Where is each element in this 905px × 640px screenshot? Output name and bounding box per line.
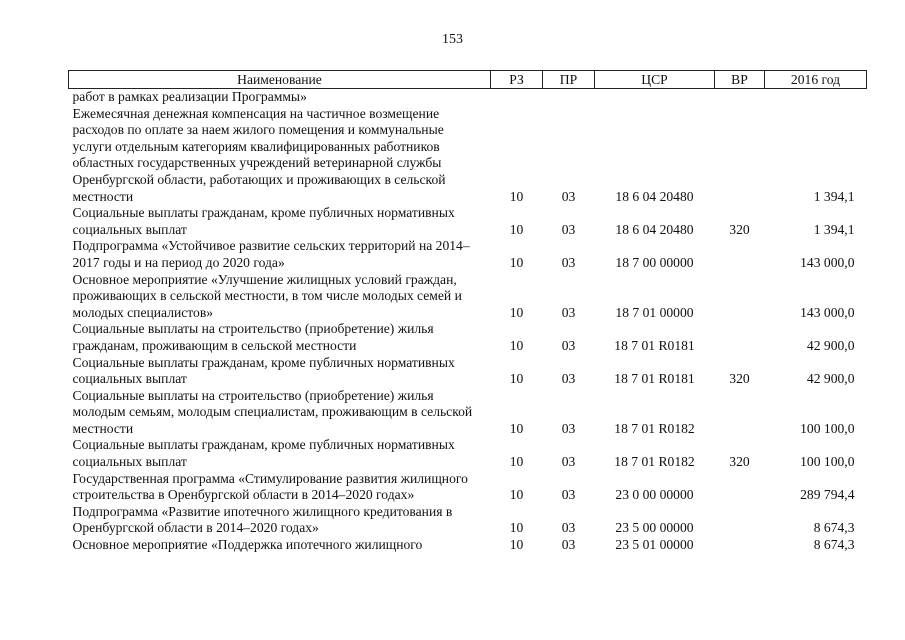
column-header-csr: ЦСР xyxy=(595,71,715,89)
row-name: Социальные выплаты гражданам, кроме публичных нормативных социальных выплат xyxy=(72,205,455,237)
row-name: Основное мероприятие «Поддержка ипотечного жилищного xyxy=(72,537,423,553)
table-row xyxy=(69,388,867,438)
row-amount: 100 100,0 xyxy=(800,420,855,436)
row-amount xyxy=(765,89,867,106)
row-name: Ежемесячная денежная компенсация на частичное возмещение расходов по оплате за наем жилого помещения и коммунальные услуги отдельным категориям квалифицированных работников областных государственных учреждений ветеринарной службы Оренбургской области, работающих и проживающих в сельской местности xyxy=(72,105,446,204)
row-rz xyxy=(491,89,543,106)
table-row xyxy=(69,106,867,206)
row-amount: 1 394,1 xyxy=(813,188,855,204)
row-csr: 18 7 01 R0181 xyxy=(614,337,695,353)
row-pr: 03 xyxy=(561,487,576,503)
row-csr xyxy=(595,89,715,106)
row-amount: 143 000,0 xyxy=(800,254,855,270)
row-vr xyxy=(715,238,765,271)
row-rz: 10 xyxy=(509,537,524,553)
table-row xyxy=(69,504,867,537)
row-vr xyxy=(715,471,765,504)
row-pr: 03 xyxy=(561,454,576,470)
table-body xyxy=(69,89,867,554)
budget-table xyxy=(68,70,867,554)
row-amount: 8 674,3 xyxy=(813,537,855,553)
row-name: Социальные выплаты гражданам, кроме публичных нормативных социальных выплат xyxy=(72,437,455,470)
row-pr: 03 xyxy=(561,221,576,237)
row-rz: 10 xyxy=(509,420,524,436)
row-amount: 42 900,0 xyxy=(806,371,855,387)
table-row xyxy=(69,355,867,388)
row-name: Социальные выплаты гражданам, кроме публичных нормативных социальных выплат xyxy=(72,354,455,387)
table-row xyxy=(69,89,867,106)
row-amount: 143 000,0 xyxy=(800,304,855,320)
row-pr xyxy=(543,89,595,106)
table-row xyxy=(69,205,867,238)
row-vr xyxy=(715,106,765,206)
row-csr: 18 6 04 20480 xyxy=(615,221,694,237)
row-pr: 03 xyxy=(561,254,576,270)
row-vr: 320 xyxy=(729,371,750,387)
row-vr xyxy=(715,504,765,537)
row-vr xyxy=(715,89,765,106)
row-name: Государственная программа «Стимулирование развития жилищного строительства в Оренбургской области в 2014–2020 годах» xyxy=(72,470,468,503)
table-row xyxy=(69,321,867,354)
row-pr: 03 xyxy=(561,188,576,204)
page-number: 153 xyxy=(442,32,463,47)
row-rz: 10 xyxy=(509,221,524,237)
row-vr xyxy=(715,388,765,438)
row-csr: 18 7 01 R0182 xyxy=(614,454,695,470)
row-amount: 8 674,3 xyxy=(813,520,855,536)
row-rz: 10 xyxy=(509,304,524,320)
row-csr: 23 5 01 00000 xyxy=(615,537,694,553)
row-csr: 18 7 00 00000 xyxy=(615,254,694,270)
row-csr: 23 0 00 00000 xyxy=(615,487,694,503)
row-rz: 10 xyxy=(509,520,524,536)
row-csr: 18 7 01 R0182 xyxy=(614,420,695,436)
row-pr: 03 xyxy=(561,420,576,436)
row-rz: 10 xyxy=(509,454,524,470)
row-pr: 03 xyxy=(561,304,576,320)
row-rz: 10 xyxy=(509,337,524,353)
row-rz: 10 xyxy=(509,254,524,270)
column-header-pr: ПР xyxy=(543,71,595,89)
row-amount: 289 794,4 xyxy=(800,487,855,503)
row-vr: 320 xyxy=(729,221,750,237)
row-pr: 03 xyxy=(561,537,576,553)
row-csr: 23 5 00 00000 xyxy=(615,520,694,536)
row-rz: 10 xyxy=(509,188,524,204)
row-vr xyxy=(715,272,765,322)
row-csr: 18 7 01 00000 xyxy=(615,304,694,320)
row-pr: 03 xyxy=(561,337,576,353)
row-vr xyxy=(715,537,765,554)
table-row xyxy=(69,437,867,470)
row-vr: 320 xyxy=(729,454,750,470)
row-amount: 42 900,0 xyxy=(806,337,855,353)
table-header-row xyxy=(69,71,867,89)
table-row xyxy=(69,238,867,271)
row-csr: 18 7 01 R0181 xyxy=(614,371,695,387)
row-vr xyxy=(715,321,765,354)
table-row xyxy=(69,471,867,504)
row-pr: 03 xyxy=(561,520,576,536)
row-name: Основное мероприятие «Улучшение жилищных условий граждан, проживающих в сельской местности, в том числе молодых семей и молодых специалистов» xyxy=(72,271,462,320)
table-row xyxy=(69,537,867,554)
column-header-rz: РЗ xyxy=(491,71,543,89)
row-amount: 100 100,0 xyxy=(800,454,855,470)
row-name: работ в рамках реализации Программы» xyxy=(72,89,307,104)
row-rz: 10 xyxy=(509,487,524,503)
row-amount: 1 394,1 xyxy=(813,221,855,237)
column-header-name: Наименование xyxy=(69,71,491,89)
column-header-vr: ВР xyxy=(715,71,765,89)
row-name: Социальные выплаты на строительство (приобретение) жилья молодым семьям, молодым специалистам, проживающим в сельской местности xyxy=(72,387,473,436)
table-row xyxy=(69,272,867,322)
row-name: Подпрограмма «Развитие ипотечного жилищного кредитования в Оренбургской области в 2014–2020 годах» xyxy=(72,503,453,536)
row-name: Подпрограмма «Устойчивое развитие сельских территорий на 2014–2017 годы и на период до 2020 года» xyxy=(72,238,470,270)
row-rz: 10 xyxy=(509,371,524,387)
column-header-year: 2016 год xyxy=(765,71,867,89)
row-csr: 18 6 04 20480 xyxy=(615,188,694,204)
row-name: Социальные выплаты на строительство (приобретение) жилья гражданам, проживающим в сельской местности xyxy=(72,321,434,353)
row-pr: 03 xyxy=(561,371,576,387)
